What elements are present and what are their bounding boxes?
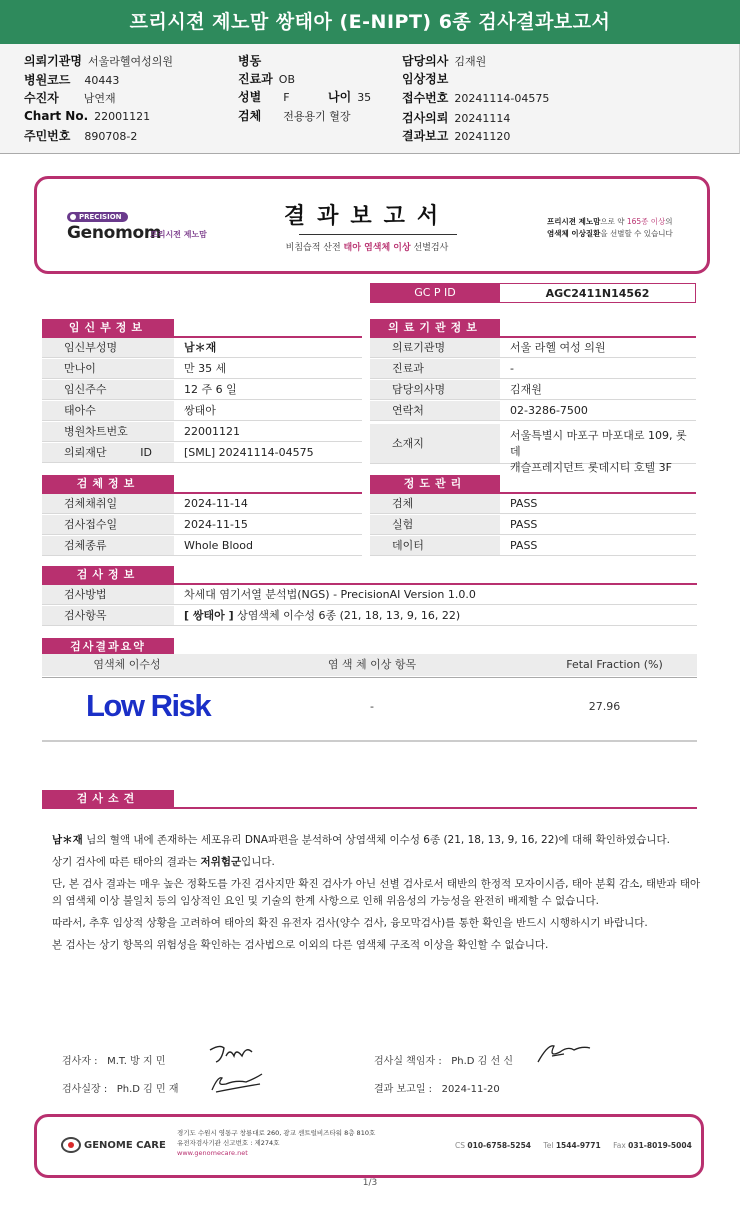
pregnant-row-value: 12 주 6 일 xyxy=(174,380,362,400)
footer-box xyxy=(34,1114,704,1178)
hospital-field: 의뢰기관명 서울라헬여성의원 xyxy=(24,54,173,68)
section-summary-title: 검사결과요약 xyxy=(42,638,174,655)
footer-address: 경기도 수원시 영통구 창룡대로 260, 광교 센트럴비즈타워 8층 810호 유전자검사기관 신고번호 : 제274호 www.genomecare.net xyxy=(177,1129,376,1157)
qc-row-label: 실험 xyxy=(370,515,500,535)
doctor-field: 담당의사 김재원 xyxy=(402,54,487,68)
tagline-line-1: 프리시젼 제노맘으로 약 165종 이상의 xyxy=(547,217,673,226)
opinion-text xyxy=(52,832,702,959)
qc-row-value: PASS xyxy=(500,515,696,535)
specimen-row-label: 검체채취일 xyxy=(42,494,174,514)
pregnant-row-value: [SML] 20241114-04575 xyxy=(174,443,362,463)
patient-field: 수진자 남연재 xyxy=(24,91,116,105)
report-subtitle: 비침습적 산전 태아 염색체 이상 선별검사 xyxy=(285,243,449,253)
section-test-title: 검사정보 xyxy=(42,566,174,583)
pregnant-row-label: 만나이 xyxy=(42,359,174,379)
lab-head-sign: 검사실장 : Ph.D 김 민 재 xyxy=(62,1084,179,1095)
pregnant-row-label: 임신주수 xyxy=(42,380,174,400)
summary-col-ff: Fetal Fraction (%) xyxy=(532,654,697,676)
ff-value: 27.96 xyxy=(588,700,621,713)
age-field: 나이 35 xyxy=(328,90,372,104)
genomom-logo: Genomom xyxy=(67,223,162,243)
opinion-p2: 상기 검사에 따른 태아의 결과는 저위험군입니다. xyxy=(52,856,275,868)
ward-field: 병동 xyxy=(238,54,262,68)
test-method-value: 차세대 염기서열 분석법(NGS) - PrecisionAI Version 1.0.0 xyxy=(174,585,697,605)
institution-row-label: 담당의사명 xyxy=(370,380,500,400)
gc-pid-label: GC P ID xyxy=(370,283,500,303)
institution-row-value: 02-3286-7500 xyxy=(500,401,696,421)
opinion-p5: 본 검사는 상기 항목의 위험성을 확인하는 검사법으로 이외의 다른 염색체 구조적 이상을 확인할 수 없습니다. xyxy=(52,939,549,951)
section-specimen-title: 검체정보 xyxy=(42,475,174,492)
section-opinion-line xyxy=(42,807,697,809)
specimen-field: 검체 전용용기 혈장 xyxy=(238,109,351,123)
accession-field: 접수번호 20241114-04575 xyxy=(402,91,550,105)
page-number: 1/3 xyxy=(362,1178,378,1188)
opinion-p4: 따라서, 추후 임상적 상황을 고려하여 태아의 확진 유전자 검사(양수 검사, 융모막검사)를 통한 확인을 반드시 시행하시기 바랍니다. xyxy=(52,917,648,929)
specimen-row-value: Whole Blood xyxy=(174,536,362,556)
pregnant-row-label: 임신부성명 xyxy=(42,338,174,358)
test-item-label: 검사항목 xyxy=(42,606,174,626)
tester-signature-icon xyxy=(206,1042,262,1066)
institution-row-value: - xyxy=(500,359,696,379)
risk-result: Low Risk xyxy=(86,688,211,723)
specimen-row-value: 2024-11-15 xyxy=(174,515,362,535)
section-opinion-title: 검사소견 xyxy=(42,790,174,807)
qc-row-label: 검체 xyxy=(370,494,500,514)
clinical-field: 임상정보 xyxy=(402,72,449,86)
specimen-row-value: 2024-11-14 xyxy=(174,494,362,514)
section-institution-title: 의료기관정보 xyxy=(370,319,500,336)
lab-resp-signature-icon xyxy=(534,1040,594,1066)
report-heading: 결과보고서 xyxy=(283,204,451,229)
header-tagline xyxy=(547,216,673,240)
report-title: 프리시젼 제노맘 쌍태아 (E-NIPT) 6종 검사결과보고서 xyxy=(0,0,740,44)
pregnant-row-value: 남＊재 xyxy=(174,338,362,358)
sex-field: 성별 F xyxy=(238,90,290,104)
report-date-sign: 결과 보고일 : 2024-11-20 xyxy=(374,1084,500,1095)
summary-col-aneuploidy: 염색체 이수성 xyxy=(42,654,212,676)
opinion-p3: 단, 본 검사 결과는 매우 높은 정확도를 가진 검사지만 확진 검사가 아닌 선별 검사로서 태반의 한정적 모자이시즘, 태아 분획 감소, 태반과 태아의 염색체 이상 불일치 등의 임상적인 요인 및 기술의 한계 사항으로 인해 위음성의 가능성을 완전히 배제할 수 없습니다. xyxy=(52,878,701,907)
genome-care-logo: GENOME CARE xyxy=(61,1137,166,1153)
summary-col-abnormal: 염 색 체 이상 항목 xyxy=(212,654,532,676)
genome-care-icon xyxy=(61,1137,81,1153)
report-header-box xyxy=(34,176,710,274)
chart-field: Chart No. 22001121 xyxy=(24,109,151,123)
result-report-field: 결과보고 20241120 xyxy=(402,129,511,143)
opinion-p1: 남＊재 님의 혈액 내에 존재하는 세포유리 DNA파편을 분석하여 상염색체 이수성 6종 (21, 18, 13, 9, 16, 22)에 대해 확인하였습니다. xyxy=(52,834,670,846)
section-pregnant-title: 임신부정보 xyxy=(42,319,174,336)
summary-header-line xyxy=(42,677,697,678)
pregnant-row-value: 22001121 xyxy=(174,422,362,442)
heading-divider xyxy=(299,234,457,235)
precision-badge: PRECISION xyxy=(67,212,128,222)
institution-row-value: 서울 라헬 여성 의원 xyxy=(500,338,696,358)
pregnant-row-label: 병원차트번호 xyxy=(42,422,174,442)
summary-bottom-line xyxy=(42,740,697,742)
pregnant-row-value: 만 35 세 xyxy=(174,359,362,379)
footer-url[interactable]: www.genomecare.net xyxy=(177,1149,248,1157)
pregnant-row-value: 쌍태아 xyxy=(174,401,362,421)
tagline-line-2: 염색체 이상질환을 선별할 수 있습니다 xyxy=(547,229,673,238)
dept-field: 진료과 OB xyxy=(238,72,295,86)
test-method-label: 검사방법 xyxy=(42,585,174,605)
lab-head-signature-icon xyxy=(206,1070,266,1094)
institution-row-label: 진료과 xyxy=(370,359,500,379)
qc-row-label: 데이터 xyxy=(370,536,500,556)
tester-sign: 검사자 : M.T. 방 지 민 xyxy=(62,1056,166,1067)
report-page xyxy=(0,154,740,1208)
lab-resp-sign: 검사실 책임자 : Ph.D 김 선 신 xyxy=(374,1056,513,1067)
pregnant-row-label: 의뢰재단 ID xyxy=(42,443,174,463)
request-info-panel xyxy=(0,44,740,154)
qc-row-value: PASS xyxy=(500,494,696,514)
institution-row-value: 김재원 xyxy=(500,380,696,400)
genomom-sub: 프리시젼 제노맘 xyxy=(150,230,207,239)
gc-pid-value: AGC2411N14562 xyxy=(500,283,696,303)
specimen-row-label: 검체종류 xyxy=(42,536,174,556)
code-field: 병원코드 40443 xyxy=(24,73,120,87)
test-item-value: [ 쌍태아 ] 상염색체 이수성 6종 (21, 18, 13, 9, 16, 22) xyxy=(174,606,697,626)
specimen-row-label: 검사접수일 xyxy=(42,515,174,535)
test-request-field: 검사의뢰 20241114 xyxy=(402,111,511,125)
footer-contact: CS 010-6758-5254 Tel 1544-9771 Fax 031-8019-5004 xyxy=(455,1141,692,1150)
abnormal-value: - xyxy=(370,700,374,713)
institution-row-label: 의료기관명 xyxy=(370,338,500,358)
address-value: 서울특별시 마포구 마포대로 109, 롯데 캐슬프레지던트 롯데시티 호텔 3F xyxy=(500,424,696,464)
address-label: 소재지 xyxy=(370,424,500,464)
qc-row-value: PASS xyxy=(500,536,696,556)
pregnant-row-label: 태아수 xyxy=(42,401,174,421)
section-qc-title: 정도관리 xyxy=(370,475,500,492)
rrn-field: 주민번호 890708-2 xyxy=(24,129,138,143)
institution-row-label: 연락처 xyxy=(370,401,500,421)
